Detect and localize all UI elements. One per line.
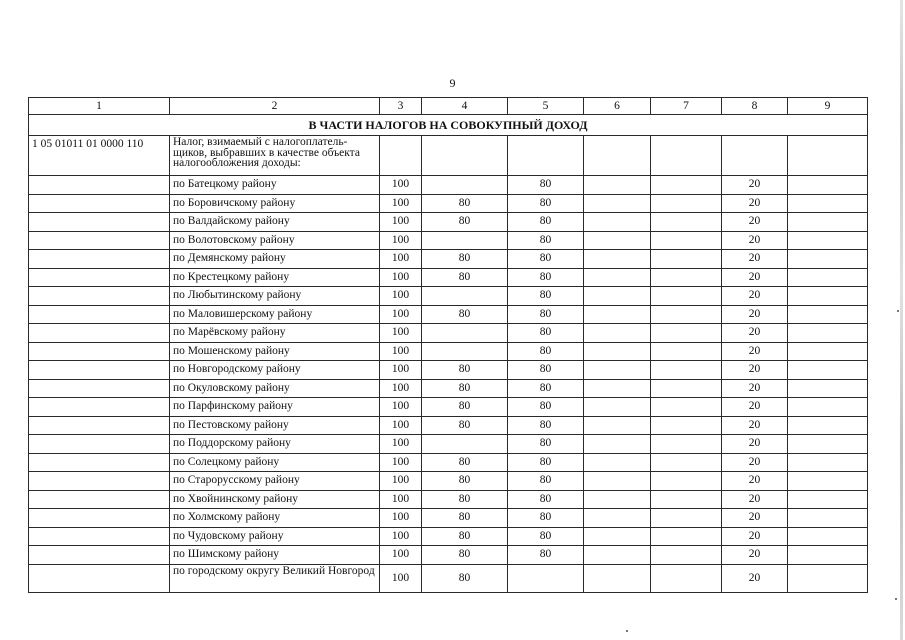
- section-header-row: [29, 115, 868, 136]
- description-cell: по Новгородскому району: [170, 361, 380, 380]
- column-6-cell: [584, 176, 651, 195]
- description-cell: по Любытинскому району: [170, 287, 380, 306]
- column-9-cell: [788, 398, 868, 417]
- column-4-cell: [422, 324, 508, 343]
- column-6-cell: [584, 231, 651, 250]
- column-8-cell: 20: [722, 472, 788, 491]
- budget-code-cell: [29, 324, 170, 343]
- column-3-cell: 100: [380, 472, 422, 491]
- column-9-cell: [788, 176, 868, 195]
- column-4-cell: 80: [422, 527, 508, 546]
- column-4-cell: 80: [422, 268, 508, 287]
- column-header-2: 2: [170, 98, 380, 115]
- column-7-cell: [651, 564, 722, 592]
- description-cell: по Хвойнинскому району: [170, 490, 380, 509]
- column-6-cell: [584, 268, 651, 287]
- column-6-cell: [584, 509, 651, 528]
- column-7-cell: [651, 136, 722, 176]
- column-8-cell: 20: [722, 213, 788, 232]
- column-9-cell: [788, 435, 868, 454]
- column-5-cell: 80: [508, 435, 584, 454]
- column-3-cell: 100: [380, 361, 422, 380]
- budget-code-cell: [29, 287, 170, 306]
- description-cell: по Валдайскому району: [170, 213, 380, 232]
- column-5-cell: 80: [508, 176, 584, 195]
- column-3-cell: [380, 136, 422, 176]
- table-row: [29, 231, 868, 250]
- column-5-cell: 80: [508, 379, 584, 398]
- column-5-cell: 80: [508, 324, 584, 343]
- budget-code-cell: 1 05 01011 01 0000 110: [29, 136, 170, 176]
- table-row: [29, 379, 868, 398]
- column-header-3: 3: [380, 98, 422, 115]
- column-8-cell: 20: [722, 194, 788, 213]
- column-5-cell: 80: [508, 546, 584, 565]
- table-row: [29, 324, 868, 343]
- column-4-cell: [422, 176, 508, 195]
- scan-speck: [897, 310, 899, 312]
- column-6-cell: [584, 287, 651, 306]
- column-6-cell: [584, 546, 651, 565]
- column-5-cell: [508, 564, 584, 592]
- column-9-cell: [788, 564, 868, 592]
- description-cell: по Крестецкому району: [170, 268, 380, 287]
- column-4-cell: 80: [422, 472, 508, 491]
- column-7-cell: [651, 287, 722, 306]
- scan-speck: [895, 598, 897, 600]
- description-cell: по Старорусскому району: [170, 472, 380, 491]
- column-5-cell: 80: [508, 398, 584, 417]
- column-9-cell: [788, 509, 868, 528]
- column-6-cell: [584, 324, 651, 343]
- column-7-cell: [651, 176, 722, 195]
- table-row: [29, 509, 868, 528]
- column-3-cell: 100: [380, 268, 422, 287]
- table-row: [29, 342, 868, 361]
- column-8-cell: 20: [722, 379, 788, 398]
- column-4-cell: 80: [422, 361, 508, 380]
- column-9-cell: [788, 305, 868, 324]
- column-6-cell: [584, 342, 651, 361]
- budget-code-cell: [29, 176, 170, 195]
- column-3-cell: 100: [380, 435, 422, 454]
- table-row: [29, 453, 868, 472]
- description-cell: по Шимскому району: [170, 546, 380, 565]
- description-cell: по Боровичскому району: [170, 194, 380, 213]
- budget-code-cell: [29, 453, 170, 472]
- column-7-cell: [651, 194, 722, 213]
- column-5-cell: 80: [508, 472, 584, 491]
- column-3-cell: 100: [380, 453, 422, 472]
- column-header-4: 4: [422, 98, 508, 115]
- column-5-cell: 80: [508, 342, 584, 361]
- page-number: 9: [449, 76, 456, 90]
- column-3-cell: 100: [380, 398, 422, 417]
- column-header-8: 8: [722, 98, 788, 115]
- description-cell: по Солецкому району: [170, 453, 380, 472]
- budget-code-cell: [29, 435, 170, 454]
- column-5-cell: 80: [508, 416, 584, 435]
- column-3-cell: 100: [380, 213, 422, 232]
- budget-code-cell: [29, 379, 170, 398]
- column-header-9: 9: [788, 98, 868, 115]
- table-row: [29, 250, 868, 269]
- column-3-cell: 100: [380, 342, 422, 361]
- column-6-cell: [584, 361, 651, 380]
- table-row: [29, 435, 868, 454]
- column-8-cell: 20: [722, 268, 788, 287]
- budget-code-cell: [29, 509, 170, 528]
- column-3-cell: 100: [380, 324, 422, 343]
- column-4-cell: 80: [422, 250, 508, 269]
- column-7-cell: [651, 379, 722, 398]
- column-8-cell: 20: [722, 509, 788, 528]
- budget-code-cell: [29, 342, 170, 361]
- description-cell: по Поддорскому району: [170, 435, 380, 454]
- column-4-cell: 80: [422, 379, 508, 398]
- column-4-cell: 80: [422, 416, 508, 435]
- column-6-cell: [584, 453, 651, 472]
- column-3-cell: 100: [380, 287, 422, 306]
- column-9-cell: [788, 213, 868, 232]
- table-body: [29, 98, 868, 593]
- budget-code-cell: [29, 398, 170, 417]
- column-8-cell: 20: [722, 416, 788, 435]
- column-9-cell: [788, 250, 868, 269]
- column-6-cell: [584, 490, 651, 509]
- table-row: [29, 546, 868, 565]
- column-5-cell: 80: [508, 527, 584, 546]
- table-row: [29, 490, 868, 509]
- column-header-row: [29, 98, 868, 115]
- column-8-cell: 20: [722, 342, 788, 361]
- budget-code-cell: [29, 213, 170, 232]
- table-row: [29, 176, 868, 195]
- column-8-cell: 20: [722, 453, 788, 472]
- column-4-cell: 80: [422, 453, 508, 472]
- column-4-cell: [422, 136, 508, 176]
- table-row: [29, 287, 868, 306]
- description-cell: по Пестовскому району: [170, 416, 380, 435]
- column-8-cell: 20: [722, 398, 788, 417]
- column-9-cell: [788, 136, 868, 176]
- column-3-cell: 100: [380, 527, 422, 546]
- budget-code-cell: [29, 250, 170, 269]
- column-5-cell: 80: [508, 453, 584, 472]
- column-9-cell: [788, 490, 868, 509]
- column-7-cell: [651, 490, 722, 509]
- column-9-cell: [788, 527, 868, 546]
- column-4-cell: 80: [422, 564, 508, 592]
- description-cell: по Марёвскому району: [170, 324, 380, 343]
- column-3-cell: 100: [380, 305, 422, 324]
- column-9-cell: [788, 342, 868, 361]
- table-row: [29, 268, 868, 287]
- column-7-cell: [651, 416, 722, 435]
- description-cell: по Чудовскому району: [170, 527, 380, 546]
- table-row: [29, 416, 868, 435]
- table-row: [29, 398, 868, 417]
- column-3-cell: 100: [380, 250, 422, 269]
- column-5-cell: 80: [508, 268, 584, 287]
- budget-code-cell: [29, 416, 170, 435]
- description-cell: по Холмскому району: [170, 509, 380, 528]
- description-cell: по Парфинскому району: [170, 398, 380, 417]
- table-row: [29, 305, 868, 324]
- column-9-cell: [788, 268, 868, 287]
- column-7-cell: [651, 324, 722, 343]
- table-row: [29, 361, 868, 380]
- column-7-cell: [651, 398, 722, 417]
- column-5-cell: 80: [508, 231, 584, 250]
- column-7-cell: [651, 453, 722, 472]
- column-5-cell: 80: [508, 250, 584, 269]
- column-3-cell: 100: [380, 176, 422, 195]
- budget-code-cell: [29, 305, 170, 324]
- column-4-cell: 80: [422, 194, 508, 213]
- column-6-cell: [584, 136, 651, 176]
- table-row: [29, 472, 868, 491]
- description-cell: по Батецкому району: [170, 176, 380, 195]
- column-7-cell: [651, 250, 722, 269]
- column-4-cell: 80: [422, 305, 508, 324]
- column-3-cell: 100: [380, 379, 422, 398]
- column-6-cell: [584, 194, 651, 213]
- column-9-cell: [788, 287, 868, 306]
- column-5-cell: 80: [508, 194, 584, 213]
- description-cell: по Волотовскому району: [170, 231, 380, 250]
- column-9-cell: [788, 194, 868, 213]
- column-5-cell: 80: [508, 361, 584, 380]
- column-6-cell: [584, 398, 651, 417]
- tax-distribution-table: [28, 97, 868, 593]
- column-6-cell: [584, 379, 651, 398]
- column-5-cell: 80: [508, 305, 584, 324]
- budget-code-cell: [29, 527, 170, 546]
- budget-code-cell: [29, 268, 170, 287]
- description-cell: по Мошенскому району: [170, 342, 380, 361]
- column-5-cell: 80: [508, 287, 584, 306]
- column-4-cell: 80: [422, 398, 508, 417]
- column-3-cell: 100: [380, 546, 422, 565]
- column-9-cell: [788, 379, 868, 398]
- column-8-cell: 20: [722, 324, 788, 343]
- column-9-cell: [788, 472, 868, 491]
- column-9-cell: [788, 361, 868, 380]
- description-cell: по городскому округу Великий Новгород: [170, 564, 380, 592]
- column-8-cell: 20: [722, 287, 788, 306]
- column-7-cell: [651, 213, 722, 232]
- column-8-cell: 20: [722, 305, 788, 324]
- column-8-cell: 20: [722, 176, 788, 195]
- column-7-cell: [651, 268, 722, 287]
- column-6-cell: [584, 527, 651, 546]
- column-3-cell: 100: [380, 509, 422, 528]
- column-3-cell: 100: [380, 564, 422, 592]
- column-3-cell: 100: [380, 416, 422, 435]
- column-7-cell: [651, 305, 722, 324]
- scan-edge-shadow: [900, 0, 903, 640]
- column-8-cell: 20: [722, 490, 788, 509]
- description-cell: по Маловишерскому району: [170, 305, 380, 324]
- column-8-cell: 20: [722, 435, 788, 454]
- column-3-cell: 100: [380, 194, 422, 213]
- column-7-cell: [651, 435, 722, 454]
- column-9-cell: [788, 324, 868, 343]
- column-8-cell: 20: [722, 231, 788, 250]
- column-6-cell: [584, 416, 651, 435]
- budget-code-cell: [29, 361, 170, 380]
- column-9-cell: [788, 416, 868, 435]
- column-4-cell: 80: [422, 509, 508, 528]
- column-6-cell: [584, 564, 651, 592]
- description-cell: Налог, взимаемый с налогоплатель-щиков, выбравших в качестве объекта налогообложения доходы:: [170, 136, 380, 176]
- column-header-7: 7: [651, 98, 722, 115]
- table-row: [29, 527, 868, 546]
- section-title: В ЧАСТИ НАЛОГОВ НА СОВОКУПНЫЙ ДОХОД: [29, 115, 868, 136]
- column-4-cell: 80: [422, 213, 508, 232]
- column-8-cell: 20: [722, 564, 788, 592]
- description-cell: по Демянскому району: [170, 250, 380, 269]
- column-4-cell: [422, 435, 508, 454]
- scan-speck: [626, 630, 628, 632]
- column-4-cell: [422, 287, 508, 306]
- column-4-cell: [422, 231, 508, 250]
- column-8-cell: 20: [722, 361, 788, 380]
- column-8-cell: 20: [722, 527, 788, 546]
- budget-code-cell: [29, 472, 170, 491]
- column-header-5: 5: [508, 98, 584, 115]
- column-6-cell: [584, 213, 651, 232]
- column-9-cell: [788, 453, 868, 472]
- column-8-cell: 20: [722, 546, 788, 565]
- budget-code-cell: [29, 564, 170, 592]
- column-7-cell: [651, 342, 722, 361]
- column-6-cell: [584, 305, 651, 324]
- budget-code-cell: [29, 546, 170, 565]
- column-9-cell: [788, 546, 868, 565]
- column-5-cell: 80: [508, 490, 584, 509]
- column-7-cell: [651, 231, 722, 250]
- description-cell: по Окуловскому району: [170, 379, 380, 398]
- column-4-cell: 80: [422, 490, 508, 509]
- column-7-cell: [651, 361, 722, 380]
- column-3-cell: 100: [380, 231, 422, 250]
- column-8-cell: 20: [722, 250, 788, 269]
- budget-code-cell: [29, 490, 170, 509]
- column-7-cell: [651, 472, 722, 491]
- column-7-cell: [651, 527, 722, 546]
- column-8-cell: [722, 136, 788, 176]
- table-row: [29, 213, 868, 232]
- column-header-6: 6: [584, 98, 651, 115]
- column-header-1: 1: [29, 98, 170, 115]
- column-5-cell: 80: [508, 509, 584, 528]
- budget-code-cell: [29, 231, 170, 250]
- column-3-cell: 100: [380, 490, 422, 509]
- column-5-cell: 80: [508, 213, 584, 232]
- column-7-cell: [651, 546, 722, 565]
- column-5-cell: [508, 136, 584, 176]
- column-6-cell: [584, 472, 651, 491]
- column-6-cell: [584, 250, 651, 269]
- column-4-cell: 80: [422, 546, 508, 565]
- column-9-cell: [788, 231, 868, 250]
- column-7-cell: [651, 509, 722, 528]
- table-row: [29, 194, 868, 213]
- budget-code-cell: [29, 194, 170, 213]
- table-row: [29, 136, 868, 176]
- column-6-cell: [584, 435, 651, 454]
- column-4-cell: [422, 342, 508, 361]
- table-row: [29, 564, 868, 592]
